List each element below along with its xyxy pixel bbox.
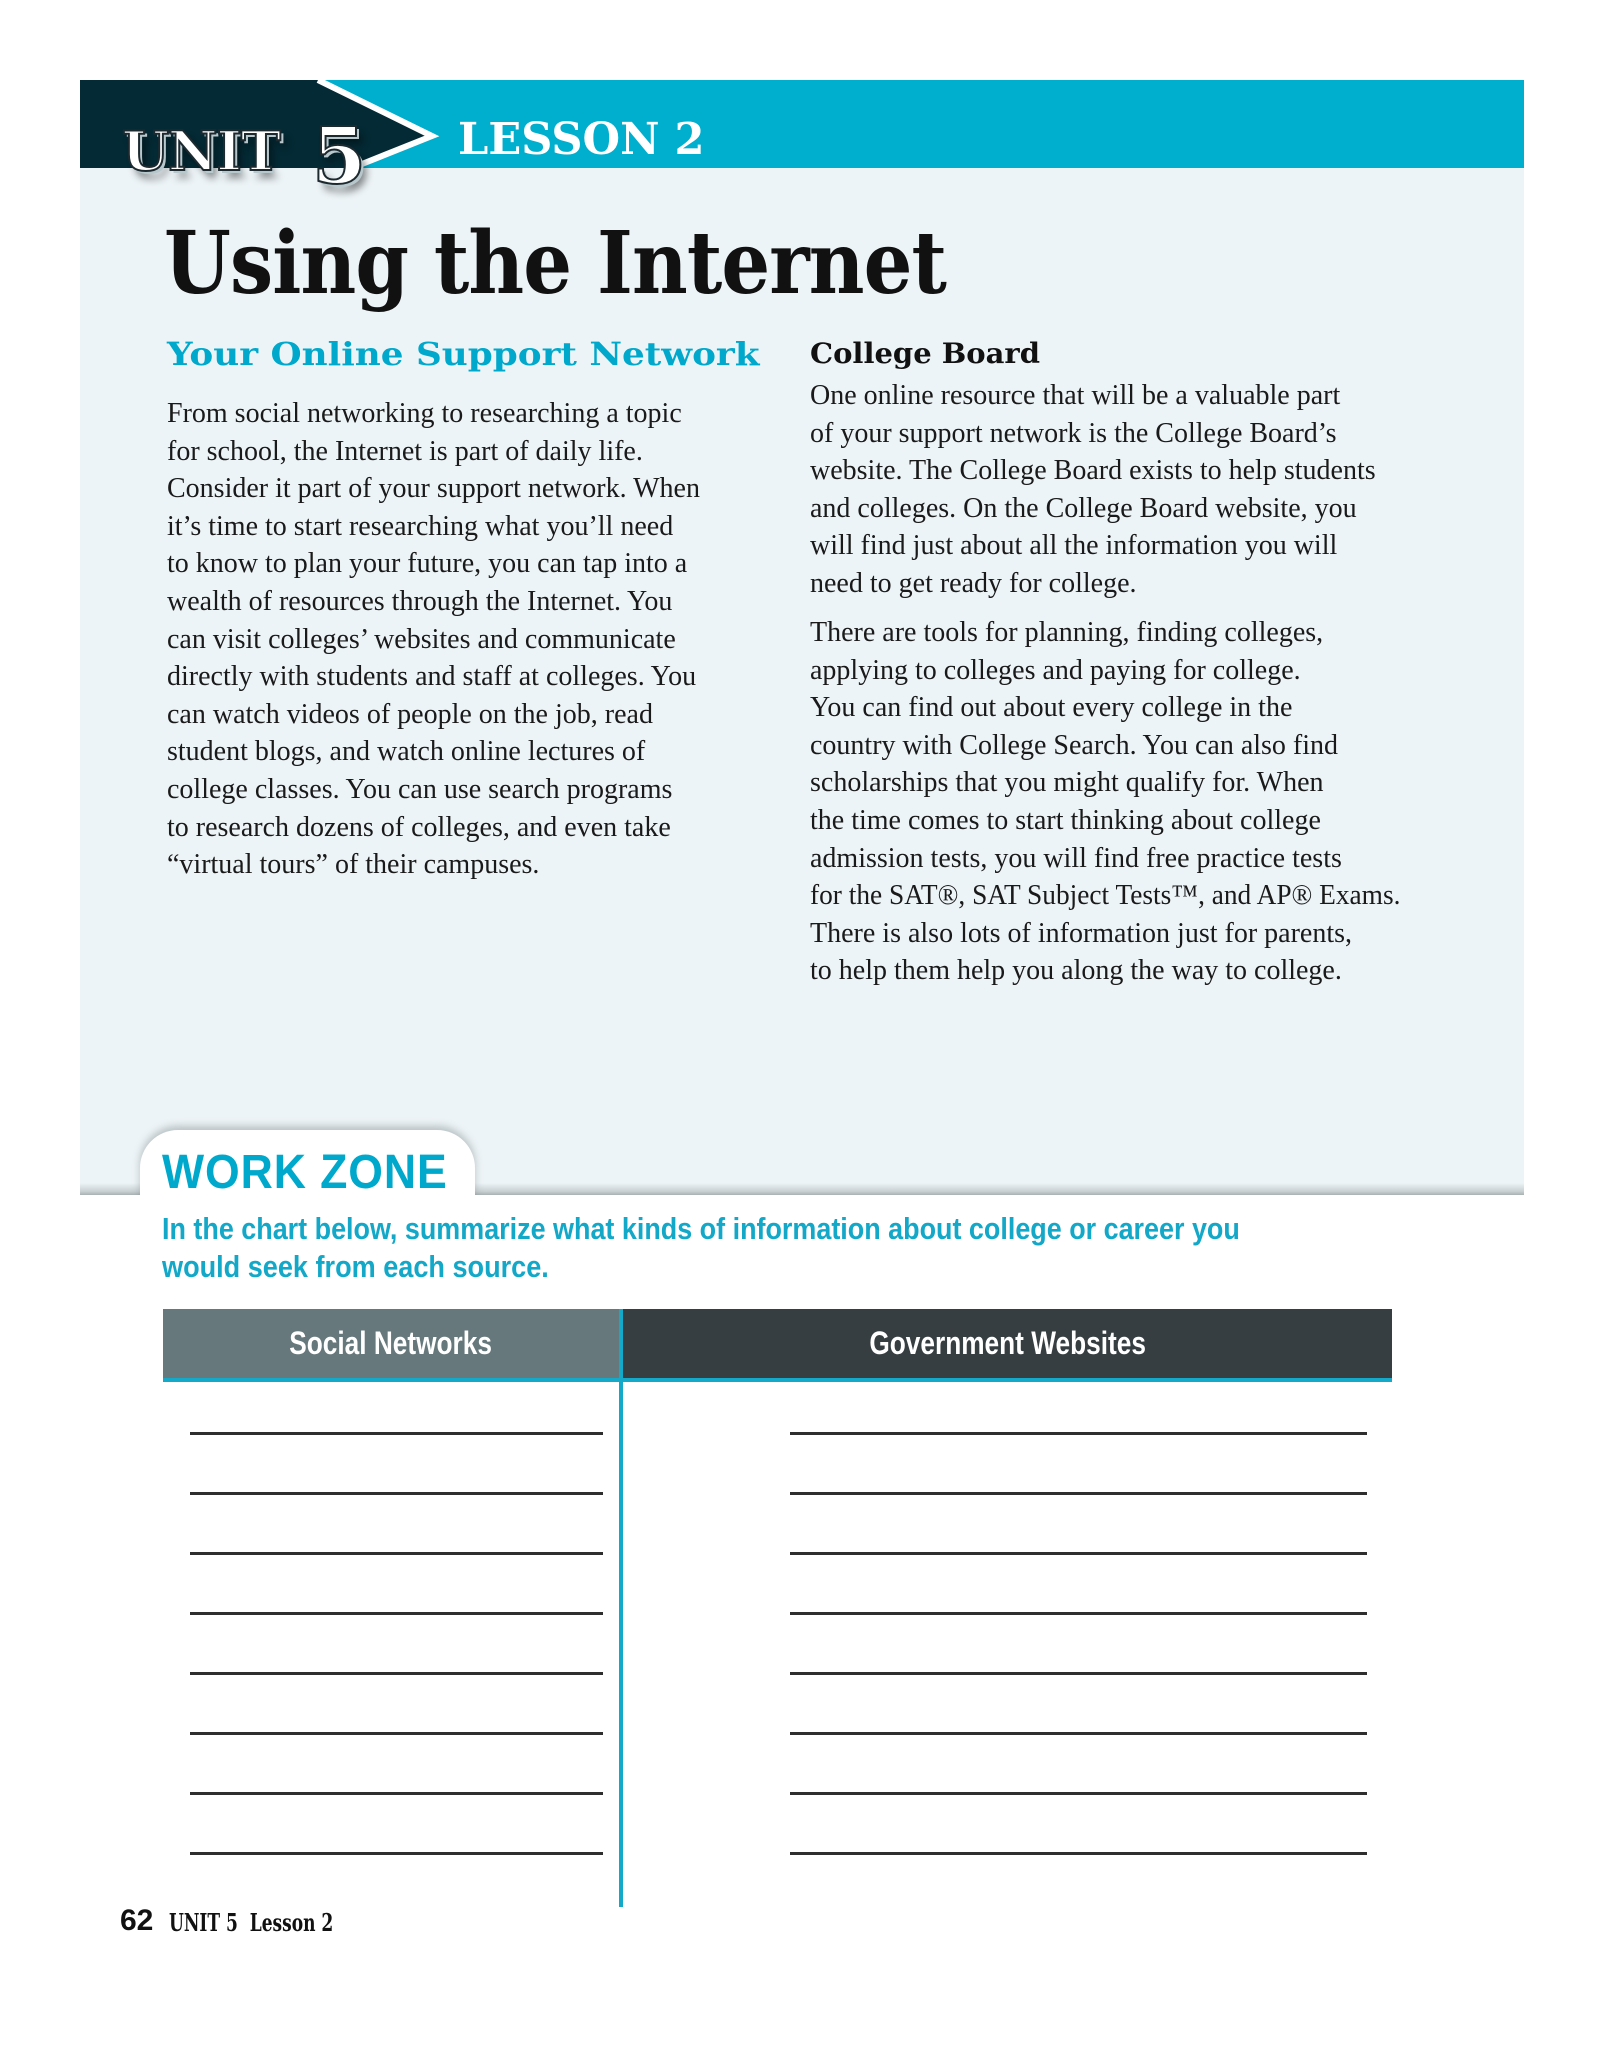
government-websites-answer-line[interactable] <box>790 1852 1367 1855</box>
column-header-label: Government Websites <box>869 1325 1146 1361</box>
lesson-label: LESSON 2 <box>458 114 705 165</box>
body-text-line: There is also lots of information just for parents, <box>810 917 1352 949</box>
body-text-line: to help them help you along the way to college. <box>810 955 1342 987</box>
body-text-line: can watch videos of people on the job, read <box>167 698 653 730</box>
social-networks-answer-line[interactable] <box>190 1432 603 1435</box>
government-websites-answer-line[interactable] <box>790 1552 1367 1555</box>
body-text-line: applying to colleges and paying for college. <box>810 654 1301 686</box>
government-websites-answer-line[interactable] <box>790 1432 1367 1435</box>
body-text-line: country with College Search. You can also find <box>810 729 1339 761</box>
instructions-line-1: In the chart below, summarize what kinds of information about college or career you <box>162 1211 1240 1246</box>
body-text-line: website. The College Board exists to help students <box>810 455 1376 487</box>
body-text-line: Consider it part of your support network. When <box>167 473 700 505</box>
column-header-social-networks <box>163 1309 619 1382</box>
column-divider <box>619 1309 623 1907</box>
social-networks-answer-line[interactable] <box>190 1612 603 1615</box>
body-text-line: student blogs, and watch online lectures of <box>167 736 646 768</box>
government-websites-answer-line[interactable] <box>790 1672 1367 1675</box>
social-networks-answer-line[interactable] <box>190 1672 603 1675</box>
page-number: 62 <box>120 1904 154 1937</box>
social-networks-answer-line[interactable] <box>190 1552 603 1555</box>
body-text-line: There are tools for planning, finding colleges, <box>810 617 1324 648</box>
social-networks-answer-line[interactable] <box>190 1732 603 1735</box>
social-networks-answer-line[interactable] <box>190 1852 603 1855</box>
body-text-line: it’s time to start researching what you’ll need <box>167 510 674 542</box>
government-websites-answer-line[interactable] <box>790 1492 1367 1495</box>
body-text-line: admission tests, you will find free practice tests <box>810 842 1342 874</box>
body-text-line: for school, the Internet is part of daily life. <box>167 435 643 467</box>
body-text-line: You can find out about every college in the <box>810 692 1293 724</box>
work-zone-label: WORK ZONE <box>162 1146 448 1199</box>
section-heading-online-support: Your Online Support Network <box>167 335 760 373</box>
header-arrow-graphic <box>0 0 1604 220</box>
body-text-line: From social networking to researching a topic <box>167 398 682 429</box>
government-websites-answer-line[interactable] <box>790 1792 1367 1795</box>
body-text-line: need to get ready for college. <box>810 568 1137 599</box>
unit-word: UNIT <box>122 119 280 183</box>
body-text-line: will find just about all the information you will <box>810 530 1338 562</box>
social-networks-answer-line[interactable] <box>190 1792 603 1795</box>
social-networks-answer-line[interactable] <box>190 1492 603 1495</box>
body-text-line: One online resource that will be a valuable part <box>810 380 1341 411</box>
body-text-line: the time comes to start thinking about college <box>810 805 1321 836</box>
body-text-line: directly with students and staff at colleges. You <box>167 661 697 693</box>
body-text-line: and colleges. On the College Board website, you <box>810 492 1357 524</box>
body-text-line: “virtual tours” of their campuses. <box>167 849 540 881</box>
body-text-line: to know to plan your future, you can tap into a <box>167 548 688 580</box>
body-text-line: wealth of resources through the Internet. You <box>167 586 673 617</box>
footer-unit-lesson: UNIT 5 Lesson 2 <box>169 1908 334 1937</box>
section-heading-college-board: College Board <box>810 337 1041 370</box>
body-text-line: of your support network is the College Board’s <box>810 417 1337 449</box>
body-text-line: can visit colleges’ websites and communicate <box>167 623 676 655</box>
government-websites-answer-line[interactable] <box>790 1612 1367 1615</box>
body-text-line: for the SAT®, SAT Subject Tests™, and AP® Exams. <box>810 880 1401 912</box>
column-header-government-websites <box>623 1309 1392 1382</box>
column-header-label: Social Networks <box>289 1325 493 1361</box>
unit-number: 5 <box>312 111 366 202</box>
body-text-line: scholarships that you might qualify for. When <box>810 767 1324 799</box>
body-text-line: college classes. You can use search programs <box>167 774 673 805</box>
instructions-line-2: would seek from each source. <box>162 1249 549 1284</box>
page-title: Using the Internet <box>164 213 947 314</box>
body-text-line: to research dozens of colleges, and even take <box>167 811 671 843</box>
government-websites-answer-line[interactable] <box>790 1732 1367 1735</box>
